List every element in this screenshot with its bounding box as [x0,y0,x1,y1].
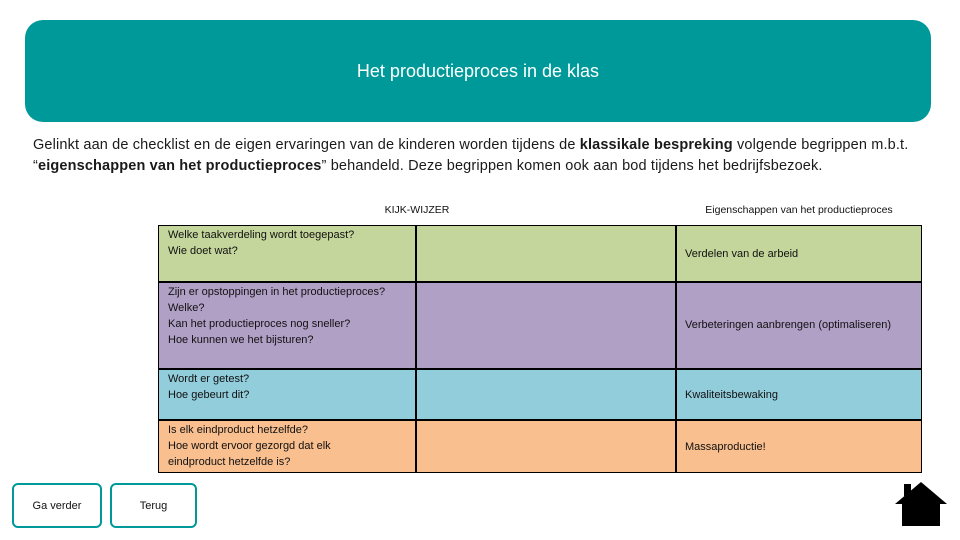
intro-text-1: Gelinkt aan de checklist en de eigen ervaringen van de kinderen worden tijdens de [33,137,580,153]
table-row-4-spacer [416,420,676,473]
terug-button[interactable]: Terug [110,483,197,528]
intro-bold-1: klassikale bespreking [579,137,733,153]
table-row-1-questions: Welke taakverdeling wordt toegepast? Wie doet wat? [158,225,416,282]
slide-title: Het productieproces in de klas [356,60,600,81]
table-row-4-answer: Massaproductie! [676,420,922,473]
intro-text-3: ” behandeld. Deze begrippen komen ook aan bod tijdens het bedrijfsbezoek. [321,158,823,174]
table-row-2-answer: Verbeteringen aanbrengen (optimaliseren) [676,282,922,369]
home-icon-graphic [894,481,948,527]
table-row-1-answer: Verdelen van de arbeid [676,225,922,282]
kijkwijzer-table [158,195,922,473]
title-banner [25,20,931,122]
table-row-4-questions: Is elk eindproduct hetzelfde? Hoe wordt ervoor gezorgd dat elk eindproduct hetzelfde is? [158,420,416,473]
ga-verder-button[interactable]: Ga verder [12,483,102,528]
table-row-1-spacer [416,225,676,282]
table-row-2-spacer [416,282,676,369]
header-kijkwijzer: KIJK-WIJZER [158,195,676,225]
header-eigenschappen: Eigenschappen van het productieproces [676,195,922,225]
table-row-3-questions: Wordt er getest? Hoe gebeurt dit? [158,369,416,420]
table-row-2-questions: Zijn er opstoppingen in het productieproces? Welke? Kan het productieproces nog sneller? Hoe kunnen we het bijsturen? [158,282,416,369]
home-icon[interactable] [894,481,948,527]
table-row-3-answer: Kwaliteitsbewaking [676,369,922,420]
intro-bold-2: eigenschappen van het productieproces [37,158,322,174]
table-row-3-spacer [416,369,676,420]
intro-text-2: volgende begrippen m.b.t. “ [33,137,909,174]
intro-paragraph [33,135,923,177]
